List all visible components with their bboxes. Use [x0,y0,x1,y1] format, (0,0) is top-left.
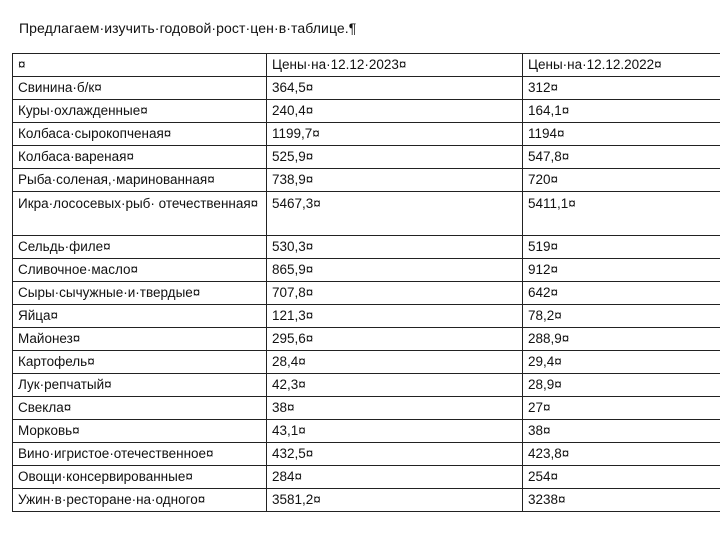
table-cell-product[interactable]: Овощи·консервированные¤ [13,466,267,489]
header-cell-price-2022[interactable]: Цены·на·12.12.2022¤ [523,54,720,77]
table-row [13,351,720,374]
table-row [13,259,720,282]
table-cell-price-2022[interactable]: 312¤ [523,77,720,100]
table-cell-price-2023[interactable]: 240,4¤ [267,100,523,123]
table-cell-price-2023[interactable]: 525,9¤ [267,146,523,169]
table-cell-product[interactable]: Сыры·сычужные·и·твердые¤ [13,282,267,305]
table-cell-price-2022[interactable]: 27¤ [523,397,720,420]
table-cell-price-2022[interactable]: 254¤ [523,466,720,489]
table-cell-price-2022[interactable]: 28,9¤ [523,374,720,397]
table-row [13,169,720,192]
table-cell-price-2023[interactable]: 28,4¤ [267,351,523,374]
table-cell-product[interactable]: Куры·охлажденные¤ [13,100,267,123]
table-cell-product[interactable]: Яйца¤ [13,305,267,328]
table-cell-product[interactable]: Вино·игристое·отечественное¤ [13,443,267,466]
table-row [13,77,720,100]
table-cell-price-2023[interactable]: 364,5¤ [267,77,523,100]
table-cell-price-2023[interactable]: 5467,3¤ [267,192,523,236]
table-row [13,374,720,397]
table-cell-price-2023[interactable]: 38¤ [267,397,523,420]
table-cell-price-2023[interactable]: 3581,2¤ [267,489,523,512]
price-table [12,53,720,512]
intro-paragraph[interactable]: Предлагаем·изучить·годовой·рост·цен·в·таблице.¶ [19,20,357,36]
table-cell-product[interactable]: Колбаса·сырокопченая¤ [13,123,267,146]
table-row [13,192,720,236]
table-cell-product[interactable]: Свекла¤ [13,397,267,420]
table-cell-price-2022[interactable]: 1194¤ [523,123,720,146]
table-row [13,397,720,420]
table-cell-product[interactable]: Лук·репчатый¤ [13,374,267,397]
table-cell-price-2023[interactable]: 865,9¤ [267,259,523,282]
table-cell-price-2023[interactable]: 121,3¤ [267,305,523,328]
table-cell-price-2022[interactable]: 3238¤ [523,489,720,512]
header-cell-product[interactable]: ¤ [13,54,267,77]
table-header-row [13,54,720,77]
table-cell-product[interactable]: Морковь¤ [13,420,267,443]
table-cell-price-2022[interactable]: 288,9¤ [523,328,720,351]
table-row [13,443,720,466]
table-cell-price-2023[interactable]: 295,6¤ [267,328,523,351]
table-cell-price-2022[interactable]: 720¤ [523,169,720,192]
table-cell-product[interactable]: Картофель¤ [13,351,267,374]
table-cell-price-2022[interactable]: 642¤ [523,282,720,305]
table-cell-price-2022[interactable]: 38¤ [523,420,720,443]
table-row [13,100,720,123]
table-cell-price-2023[interactable]: 530,3¤ [267,236,523,259]
table-row [13,236,720,259]
table-cell-price-2022[interactable]: 912¤ [523,259,720,282]
table-row [13,146,720,169]
table-cell-product[interactable]: Сельдь·филе¤ [13,236,267,259]
table-row [13,420,720,443]
table-cell-price-2022[interactable]: 547,8¤ [523,146,720,169]
table-cell-price-2023[interactable]: 707,8¤ [267,282,523,305]
table-row [13,305,720,328]
table-cell-product[interactable]: Майонез¤ [13,328,267,351]
table-row [13,282,720,305]
table-cell-product[interactable]: Колбаса·вареная¤ [13,146,267,169]
table-row [13,123,720,146]
table-row [13,328,720,351]
table-cell-price-2023[interactable]: 432,5¤ [267,443,523,466]
table-row [13,489,720,512]
table-cell-product[interactable]: Ужин·в·ресторане·на·одного¤ [13,489,267,512]
table-cell-price-2023[interactable]: 284¤ [267,466,523,489]
table-cell-price-2023[interactable]: 43,1¤ [267,420,523,443]
table-cell-price-2022[interactable]: 78,2¤ [523,305,720,328]
table-cell-price-2023[interactable]: 738,9¤ [267,169,523,192]
table-cell-price-2022[interactable]: 423,8¤ [523,443,720,466]
table-cell-price-2023[interactable]: 1199,7¤ [267,123,523,146]
table-cell-price-2023[interactable]: 42,3¤ [267,374,523,397]
table-cell-price-2022[interactable]: 29,4¤ [523,351,720,374]
table-row [13,466,720,489]
header-cell-price-2023[interactable]: Цены·на·12.12·2023¤ [267,54,523,77]
table-cell-product[interactable]: Рыба·соленая,·маринованная¤ [13,169,267,192]
top-edge [0,0,720,10]
table-cell-product[interactable]: Свинина·б/к¤ [13,77,267,100]
table-cell-product[interactable]: Икра·лососевых·рыб· отечественная¤ [13,192,267,236]
table-cell-product[interactable]: Сливочное·масло¤ [13,259,267,282]
table-cell-price-2022[interactable]: 519¤ [523,236,720,259]
table-cell-price-2022[interactable]: 5411,1¤ [523,192,720,236]
table-cell-price-2022[interactable]: 164,1¤ [523,100,720,123]
